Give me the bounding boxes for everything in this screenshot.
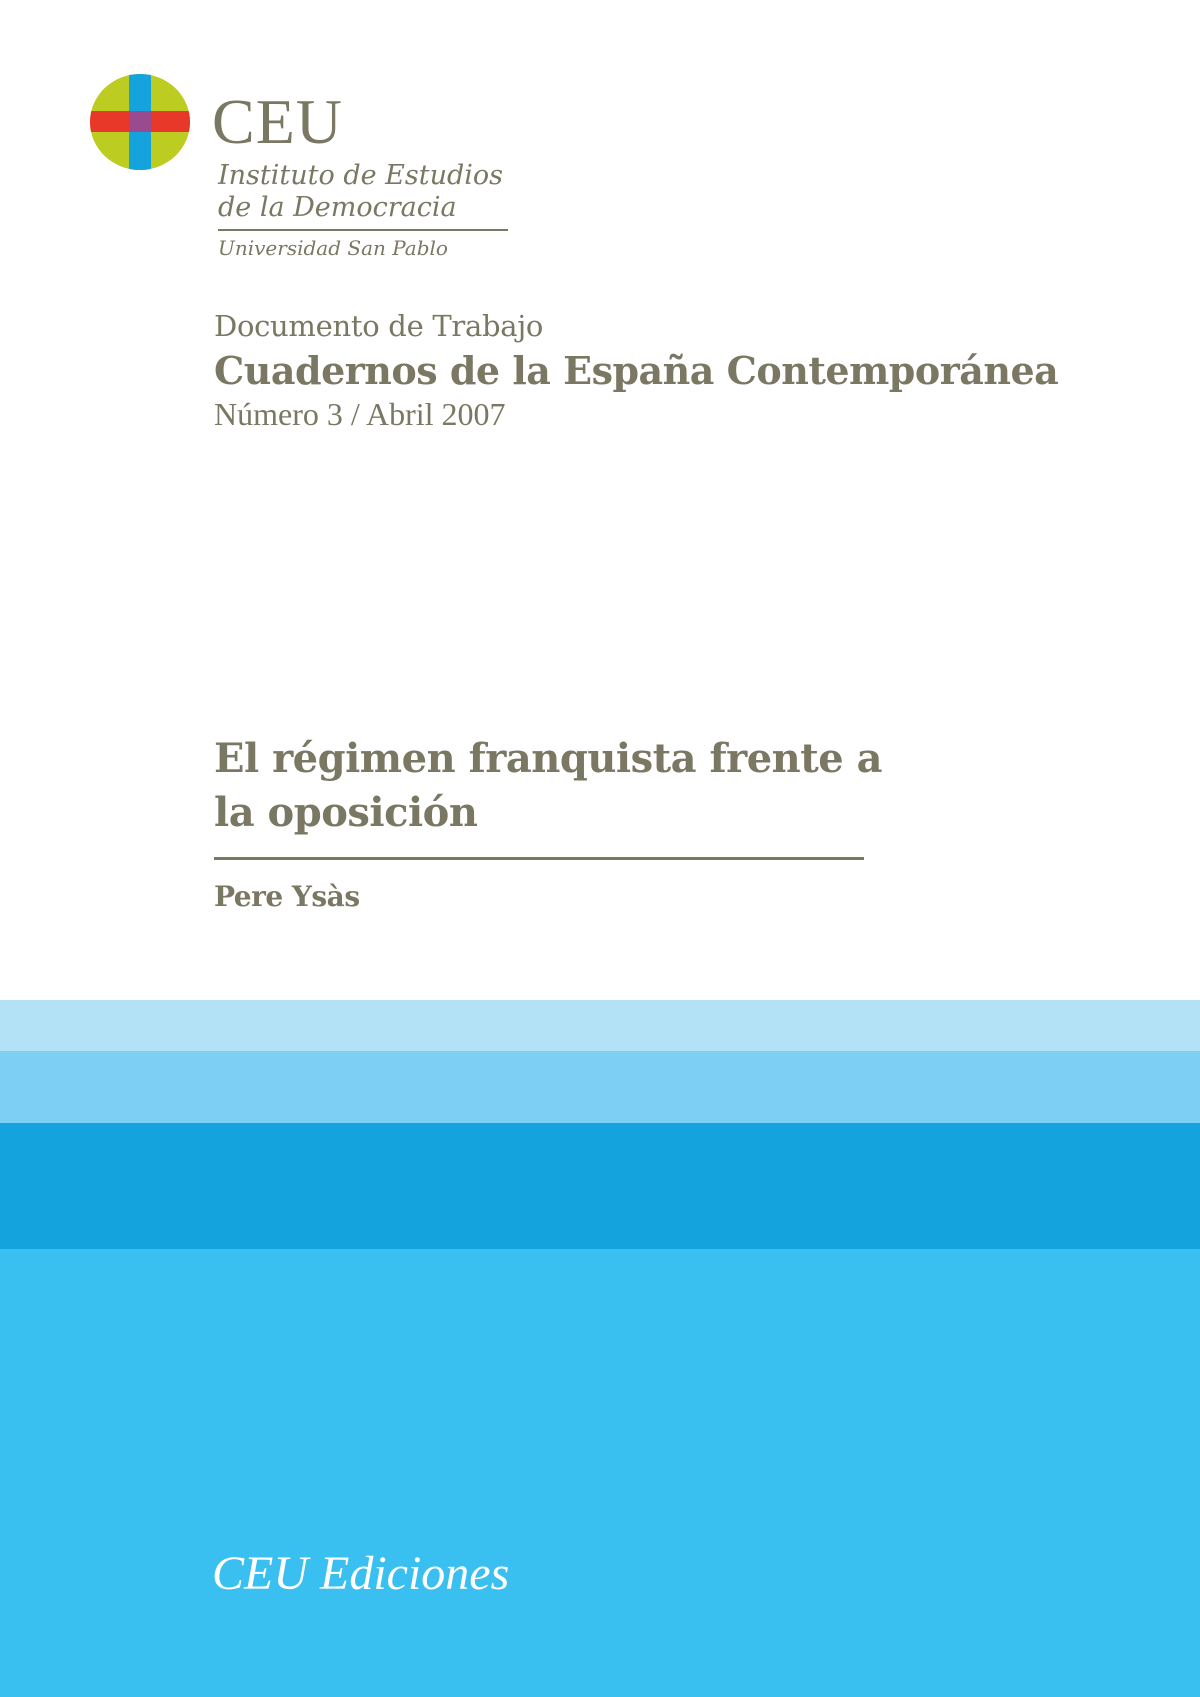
document-title: El régimen franquista frente a la oposición — [214, 735, 883, 836]
ceu-logo-icon — [90, 74, 190, 170]
series-label: Documento de Trabajo — [214, 309, 544, 343]
logo-divider — [218, 229, 508, 231]
university-name: Universidad San Pablo — [218, 236, 448, 260]
institute-name — [218, 160, 538, 224]
logo-center — [129, 111, 151, 132]
institute-line-2: de la Democracia — [218, 192, 457, 223]
title-divider — [214, 857, 864, 860]
band-light — [0, 1051, 1200, 1123]
series-title: Cuadernos de la España Contemporánea — [214, 348, 1059, 393]
series-number: Número 3 / Abril 2007 — [214, 396, 506, 432]
band-main — [0, 1249, 1200, 1697]
document-author: Pere Ysàs — [214, 880, 360, 913]
band-lightest — [0, 1000, 1200, 1051]
publisher-name: CEU Ediciones — [212, 1547, 510, 1600]
institute-line-1: Instituto de Estudios — [218, 160, 504, 191]
band-dark — [0, 1123, 1200, 1249]
logo-name: CEU — [212, 86, 343, 157]
